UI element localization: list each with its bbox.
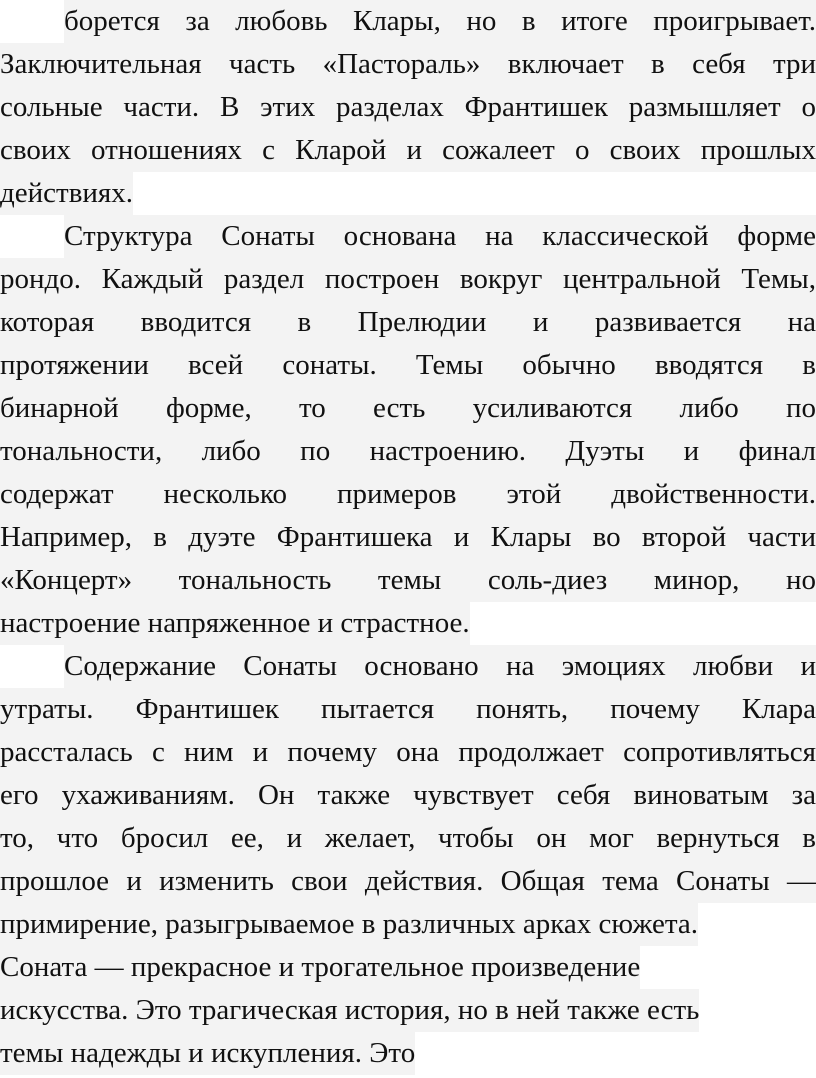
text-line-15 xyxy=(0,602,816,645)
text-line-2 xyxy=(0,43,816,86)
text-line-16 xyxy=(0,645,816,688)
text-line-7-content: рондо. Каждый раздел построен вокруг центральной Темы, xyxy=(0,258,816,301)
text-line-23-content: Соната — прекрасное и трогательное произведение xyxy=(0,946,640,989)
text-line-17-content: утраты. Франтишек пытается понять, почему Клара xyxy=(0,688,816,731)
text-line-22 xyxy=(0,903,816,946)
text-line-1 xyxy=(0,0,816,43)
text-line-3-content: сольные части. В этих разделах Франтишек размышляет о xyxy=(0,86,816,129)
text-line-10 xyxy=(0,387,816,430)
text-line-11-content: тональности, либо по настроению. Дуэты и финал xyxy=(0,430,816,473)
text-line-19-content: его ухаживаниям. Он также чувствует себя виноватым за xyxy=(0,774,816,817)
text-line-4-content: своих отношениях с Кларой и сожалеет о своих прошлых xyxy=(0,129,816,172)
text-line-6 xyxy=(0,215,816,258)
text-line-9-content: протяжении всей сонаты. Темы обычно вводятся в xyxy=(0,344,816,387)
text-line-6-content: Структура Сонаты основана на классической форме xyxy=(64,215,816,258)
text-line-10-content: бинарной форме, то есть усиливаются либо по xyxy=(0,387,816,430)
text-line-1-content: борется за любовь Клары, но в итоге проигрывает. xyxy=(64,0,816,43)
text-line-15-content: настроение напряженное и страстное. xyxy=(0,602,470,645)
text-line-24 xyxy=(0,989,816,1032)
text-line-3 xyxy=(0,86,816,129)
text-line-12-content: содержат несколько примеров этой двойственности. xyxy=(0,473,816,516)
text-line-21 xyxy=(0,860,816,903)
text-line-23 xyxy=(0,946,816,989)
text-line-20-content: то, что бросил ее, и желает, чтобы он мог вернуться в xyxy=(0,817,816,860)
text-line-9 xyxy=(0,344,816,387)
text-line-14 xyxy=(0,559,816,602)
text-line-24-content: искусства. Это трагическая история, но в ней также есть xyxy=(0,989,699,1032)
text-line-20 xyxy=(0,817,816,860)
text-line-13-content: Например, в дуэте Франтишека и Клары во второй части xyxy=(0,516,816,559)
text-line-14-content: «Концерт» тональность темы соль-диез минор, но xyxy=(0,559,816,602)
text-line-13 xyxy=(0,516,816,559)
text-line-8-content: которая вводится в Прелюдии и развивается на xyxy=(0,301,816,344)
text-line-18-content: рассталась с ним и почему она продолжает сопротивляться xyxy=(0,731,816,774)
text-line-16-content: Содержание Сонаты основано на эмоциях любви и xyxy=(64,645,816,688)
text-line-4 xyxy=(0,129,816,172)
text-line-25 xyxy=(0,1032,816,1075)
text-line-7 xyxy=(0,258,816,301)
text-line-19 xyxy=(0,774,816,817)
text-line-5-content: действиях. xyxy=(0,172,133,215)
text-line-12 xyxy=(0,473,816,516)
text-line-18 xyxy=(0,731,816,774)
text-line-8 xyxy=(0,301,816,344)
text-line-22-content: примирение, разыгрываемое в различных арках сюжета. xyxy=(0,903,698,946)
text-line-25-content: темы надежды и искупления. Это xyxy=(0,1032,415,1075)
text-line-17 xyxy=(0,688,816,731)
text-line-2-content: Заключительная часть «Пастораль» включает в себя три xyxy=(0,43,816,86)
text-line-5 xyxy=(0,172,816,215)
text-line-11 xyxy=(0,430,816,473)
text-line-21-content: прошлое и изменить свои действия. Общая тема Сонаты — xyxy=(0,860,816,903)
